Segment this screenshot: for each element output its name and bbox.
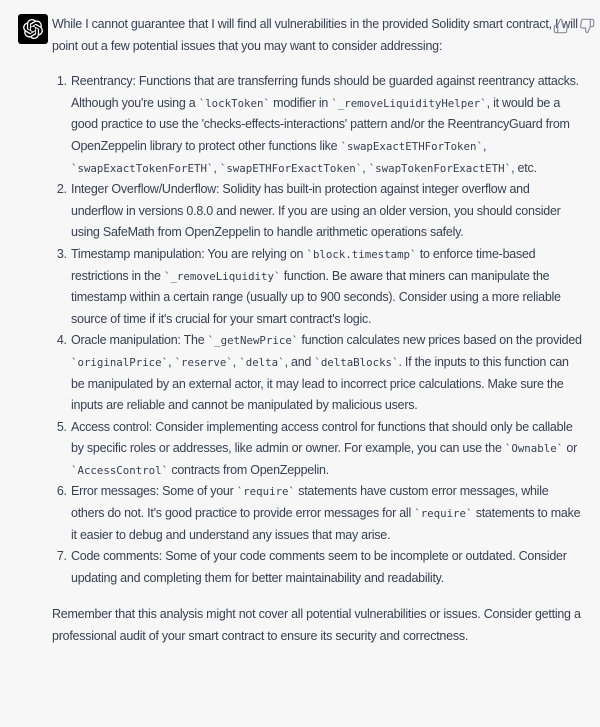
inline-code: `swapETHForExactToken` <box>219 161 363 175</box>
text-run: , and <box>284 354 315 369</box>
inline-code: `_removeLiquidity` <box>163 269 281 283</box>
inline-code: `reserve` <box>174 355 233 369</box>
inline-code: `deltaBlocks` <box>314 355 399 369</box>
thumbs-down-icon <box>579 18 595 34</box>
inline-code: `require` <box>414 507 473 521</box>
text-run: statements to make it easier to debug and understand any issues that may arise. <box>71 506 581 542</box>
text-run: , <box>482 138 487 153</box>
text-run: , <box>232 354 240 369</box>
list-item <box>70 244 583 330</box>
thumbs-down-button[interactable] <box>578 17 595 34</box>
thumbs-up-icon <box>553 18 569 34</box>
assistant-avatar <box>18 14 48 44</box>
text-run: . If the inputs to this function can be manipulated by an external actor, it may lead to incorrect price calculations. Make sure the inputs are reliable and cannot be manipulated by malicious users. <box>71 354 569 413</box>
list-item <box>70 546 583 589</box>
list-item <box>70 71 583 179</box>
text-run: or <box>563 441 577 456</box>
text-run: modifier in <box>269 95 332 110</box>
inline-code: `_getNewPrice` <box>207 334 299 348</box>
issues-list <box>52 71 583 589</box>
list-item <box>70 179 583 244</box>
text-run: Error messages: Some of your <box>71 484 237 499</box>
text-run: Oracle manipulation: The <box>71 333 208 348</box>
text-run: function. Be aware that miners can manipulate the timestamp within a certain range (usually up to 900 seconds). Consider using a more reliable source of time if it's crucial for your smart contract's logic. <box>71 268 561 326</box>
inline-code: `swapExactETHForToken` <box>340 139 483 153</box>
text-run: Access control: Consider implementing access control for functions that should only be callable by specific roles or addresses, like admin or owner. For example, you can use the <box>71 419 573 456</box>
inline-code: `require` <box>236 485 295 499</box>
inline-code: `swapTokenForExactETH` <box>368 161 512 175</box>
text-run: statements have custom error messages, while others do not. It's good practice to provide error messages for all <box>71 484 549 521</box>
list-item <box>70 330 583 416</box>
text-run: , <box>362 160 369 175</box>
intro-paragraph: While I cannot guarantee that I will find all vulnerabilities in the provided Solidity smart contract, I will point out a few potential issues that you may want to consider addressing: <box>52 17 578 53</box>
text-run: function calculates new prices based on the provided <box>298 333 582 348</box>
inline-code: `block.timestamp` <box>306 247 417 261</box>
text-run: Integer Overflow/Underflow: Solidity has built-in protection against integer overflow and underflow in versions 0.8.0 and newer. If you are using an older version, you should consider using SafeMath from OpenZeppelin to handle arithmetic operations safely. <box>71 182 561 240</box>
text-run: Reentrancy: Functions that are transferring funds should be guarded against reentrancy attacks. Although you're using a <box>71 74 579 110</box>
text-run: , it would be a good practice to use the 'checks-effects-interactions' pattern and/or the ReentrancyGuard from OpenZeppelin library to protect other functions like <box>71 95 570 153</box>
feedback-actions <box>552 17 595 34</box>
text-run: , etc. <box>511 160 537 175</box>
inline-code: `delta` <box>239 355 285 369</box>
text-run: , <box>213 160 220 175</box>
inline-code: `_removeLiquidityHelper` <box>331 96 487 110</box>
inline-code: `Ownable` <box>504 442 564 456</box>
list-item <box>70 481 583 546</box>
inline-code: `originalPrice` <box>71 355 169 369</box>
inline-code: `AccessControl` <box>71 463 169 477</box>
text-run: to enforce time-based restrictions in the <box>71 246 536 283</box>
thumbs-up-button[interactable] <box>552 17 569 34</box>
text-run: contracts from OpenZeppelin. <box>168 462 329 477</box>
text-run: Code comments: Some of your code comments seem to be incomplete or outdated. Consider updating and completing them for better maintainability and readability. <box>71 549 567 585</box>
openai-logo-icon <box>23 19 43 39</box>
list-item <box>70 417 583 482</box>
outro-paragraph: Remember that this analysis might not cover all potential vulnerabilities or issues. Consider getting a professional audit of your smart contract to ensure its security and correctness. <box>52 607 581 644</box>
text-run: , <box>168 354 175 369</box>
inline-code: `lockToken` <box>198 96 270 110</box>
text-run: Timestamp manipulation: You are relying on <box>71 246 307 261</box>
message-content <box>52 14 583 648</box>
inline-code: `swapExactTokenForETH` <box>71 161 214 175</box>
